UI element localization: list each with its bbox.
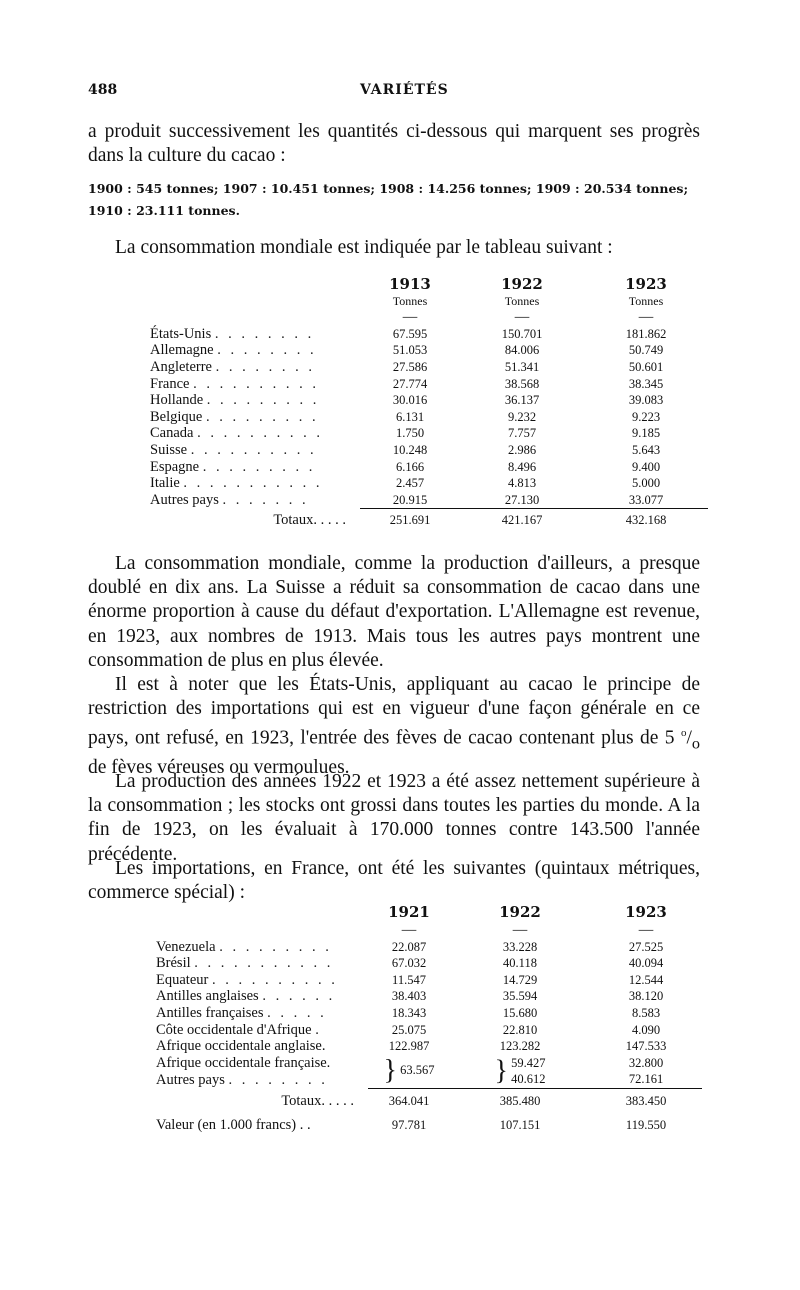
- cell: 8.583: [631, 1005, 661, 1020]
- paragraph-us-restriction: [88, 673, 700, 780]
- cell: 2.457: [395, 476, 425, 491]
- cell: 67.595: [392, 326, 428, 341]
- cell: 22.087: [391, 939, 427, 954]
- row-label: Belgique: [150, 408, 203, 425]
- row-label: Afrique occidentale anglaise.: [156, 1038, 326, 1055]
- leader-dots: . . . . . . . . . . .: [183, 475, 323, 492]
- cell: 72.161: [628, 1072, 664, 1087]
- year-header: 1923: [625, 902, 667, 921]
- table-row: [156, 1038, 702, 1055]
- table-row: [150, 409, 708, 426]
- cell: 22.810: [502, 1022, 538, 1037]
- production-figures: 1900 : 545 tonnes; 1907 : 10.451 tonnes; 1908 : 14.256 tonnes; 1909 : 20.534 tonnes; 1910 : 23.111 tonnes.: [88, 181, 689, 218]
- total-cell: 432.168: [584, 509, 708, 531]
- cell: 38.568: [504, 376, 540, 391]
- paragraph-stocks: La production des années 1922 et 1923 a été assez nettement supérieure à la consommation ; les stocks ont grossi dans toutes les parties du monde. A la fin de 1923, on les évaluait à 170.000 tonnes contre 143.500 l'année précédente.: [88, 771, 700, 865]
- unit-label: Tonnes: [628, 293, 664, 308]
- cell: 27.130: [504, 492, 540, 507]
- running-title: VARIÉTÉS: [360, 82, 449, 98]
- table-row: [150, 425, 708, 442]
- value-cell: 97.781: [391, 1118, 427, 1133]
- unit-label: Tonnes: [392, 293, 428, 308]
- table-row: [150, 376, 708, 393]
- table-row: [150, 492, 708, 509]
- table-row: [150, 392, 708, 409]
- dash-row: [150, 309, 708, 326]
- cell: 5.000: [631, 476, 661, 491]
- cell: 9.400: [631, 459, 661, 474]
- value-row: [156, 1114, 702, 1136]
- percent-sub: o: [691, 734, 700, 753]
- year-header: 1913: [389, 275, 431, 293]
- cell: 122.987: [388, 1039, 430, 1054]
- row-label: Hollande: [150, 392, 204, 409]
- cell: 59.427: [511, 1055, 546, 1070]
- totals-label: Totaux. . . . .: [273, 511, 346, 528]
- totals-label: Totaux. . . . .: [281, 1093, 354, 1110]
- paragraph-text: Il est à noter que les États-Unis, appliquant au cacao le principe de restriction des importations qui est en vigueur d'une façon générale en ce pays, ont refusé, en 1923, l'entrée des fèves de cacao contenant plus de 5: [88, 674, 700, 749]
- total-cell: 383.450: [590, 1088, 702, 1114]
- row-label: Autres pays: [150, 491, 219, 508]
- cell: 38.403: [391, 989, 427, 1004]
- leader-dots: .: [315, 1021, 322, 1038]
- dash: —: [514, 309, 530, 326]
- cell: 123.282: [499, 1039, 541, 1054]
- cell: 36.137: [504, 393, 540, 408]
- dash: —: [638, 922, 654, 938]
- cell: 27.525: [628, 939, 664, 954]
- paragraph-consumption-analysis: La consommation mondiale, comme la production d'ailleurs, a presque doublé en dix ans. La Suisse a réduit sa consommation de cacao dans une énorme proportion à cause du défaut d'exportation. L'Allemagne est revenue, en 1923, aux nombres de 1913. Mais tous les autres pays montrent une consommation de plus en plus élevée.: [88, 553, 700, 671]
- unit-label: Tonnes: [504, 293, 540, 308]
- page-number: 488: [88, 82, 118, 98]
- value-cell: 119.550: [625, 1118, 667, 1133]
- paragraph-imports-intro: Les importations, en France, ont été les suivantes (quintaux métriques, commerce spécial) :: [88, 858, 700, 904]
- value-label: Valeur (en 1.000 francs) . .: [156, 1117, 311, 1134]
- row-label: Antilles anglaises: [156, 988, 259, 1005]
- cell: 63.567: [400, 1063, 435, 1078]
- totals-row: [156, 1088, 702, 1114]
- cell: 32.800: [628, 1055, 664, 1070]
- cell: 9.223: [631, 409, 661, 424]
- paragraph-consumption-intro: La consommation mondiale est indiquée par le tableau suivant :: [115, 237, 613, 258]
- cell: 84.006: [504, 343, 540, 358]
- table-row: [156, 955, 702, 972]
- leader-dots: . . . . . . . . .: [205, 408, 319, 425]
- cell: 40.118: [503, 956, 537, 971]
- cell: 51.341: [504, 359, 540, 374]
- cell: 39.083: [628, 393, 664, 408]
- cell: 7.757: [507, 426, 537, 441]
- cell: 4.813: [507, 476, 537, 491]
- row-label: Antilles françaises: [156, 1004, 264, 1021]
- cell: 181.862: [625, 326, 667, 341]
- table-row: [156, 1022, 702, 1039]
- table-row: [156, 988, 702, 1005]
- row-label: Afrique occidentale française.: [156, 1054, 331, 1071]
- table-row: [150, 359, 708, 376]
- paragraph-text: de fèves véreuses ou vermoulues.: [88, 757, 350, 778]
- cell: 67.032: [391, 956, 427, 971]
- dash: —: [401, 922, 417, 938]
- leader-dots: . . . . . . .: [222, 491, 309, 508]
- leader-dots: . . . . . . . . . . .: [194, 955, 334, 972]
- row-label: Autres pays: [156, 1071, 225, 1088]
- row-label: Italie: [150, 475, 180, 492]
- table-row: [156, 972, 702, 989]
- cell: 40.094: [628, 956, 664, 971]
- leader-dots: . . . . . . . . . .: [190, 441, 317, 458]
- cell: 6.166: [395, 459, 425, 474]
- cell: 18.343: [391, 1005, 427, 1020]
- row-label: France: [150, 375, 190, 392]
- table-row: [150, 342, 708, 359]
- table-row: [156, 1005, 702, 1022]
- consumption-table: [150, 276, 708, 531]
- row-label: Canada: [150, 425, 194, 442]
- leader-dots: . . . . . . . .: [228, 1071, 328, 1088]
- unit-row: [150, 293, 708, 310]
- leader-dots: . . . . . . . .: [214, 325, 315, 342]
- brace: }: [494, 1055, 508, 1087]
- leader-dots: . . . . .: [267, 1004, 327, 1021]
- cell: 33.077: [628, 492, 664, 507]
- year-header: 1922: [501, 275, 543, 293]
- imports-table: [156, 902, 702, 1136]
- total-cell: 385.480: [450, 1088, 590, 1114]
- row-label: Côte occidentale d'Afrique: [156, 1021, 312, 1038]
- row-label: Equateur: [156, 971, 209, 988]
- dash: —: [512, 922, 528, 938]
- cell: 5.643: [631, 442, 661, 457]
- table-row: [150, 459, 708, 476]
- cell: 12.544: [628, 972, 664, 987]
- dash-row: [156, 922, 702, 939]
- merged-cell: [450, 1055, 590, 1089]
- cell: 27.774: [392, 376, 428, 391]
- cell: 33.228: [502, 939, 538, 954]
- table-row: [150, 442, 708, 459]
- leader-dots: . . . . . . . . .: [219, 938, 332, 955]
- merged-cell: [368, 1055, 450, 1089]
- cell: 27.586: [392, 359, 428, 374]
- row-label: Suisse: [150, 441, 188, 458]
- year-header: 1923: [625, 275, 667, 293]
- leader-dots: . . . . . . . .: [215, 358, 315, 375]
- dash: —: [402, 309, 418, 326]
- paragraph-production-intro: a produit successivement les quantités ci-dessous qui marquent ses progrès dans la culture du cacao :: [88, 121, 700, 167]
- cell: 38.345: [628, 376, 664, 391]
- cell: 2.986: [507, 442, 537, 457]
- row-label: Espagne: [150, 458, 200, 475]
- total-cell: 364.041: [368, 1088, 450, 1114]
- cell: 4.090: [631, 1022, 661, 1037]
- cell: 51.053: [392, 343, 428, 358]
- cell: 147.533: [625, 1039, 667, 1054]
- cell: 8.496: [507, 459, 537, 474]
- leader-dots: . . . . . .: [262, 988, 336, 1005]
- table-header-row: [156, 902, 702, 922]
- cell: 150.701: [501, 326, 543, 341]
- percent-slash: /: [686, 727, 692, 749]
- cell: 30.016: [392, 393, 428, 408]
- cell: 50.601: [628, 359, 664, 374]
- total-cell: 421.167: [460, 509, 584, 531]
- year-header: 1922: [499, 902, 541, 921]
- row-label: États-Unis: [150, 325, 212, 342]
- cell: 35.594: [502, 989, 538, 1004]
- table-row: [150, 326, 708, 343]
- cell: 15.680: [502, 1005, 538, 1020]
- leader-dots: . . . . . . . . . .: [197, 425, 323, 442]
- cell: 11.547: [392, 972, 426, 987]
- cell: 14.729: [502, 972, 538, 987]
- row-label: Venezuela: [156, 938, 216, 955]
- leader-dots: . . . . . . . . .: [206, 392, 320, 409]
- cell: 38.120: [628, 989, 664, 1004]
- table-header-row: [150, 276, 708, 293]
- dash: —: [638, 309, 654, 326]
- year-header: 1921: [388, 902, 430, 921]
- leader-dots: . . . . . . . . . .: [193, 375, 319, 392]
- cell: 6.131: [395, 409, 425, 424]
- table-row: [156, 939, 702, 956]
- cell: 50.749: [628, 343, 664, 358]
- totals-row: [150, 509, 708, 531]
- table-row: [150, 475, 708, 492]
- cell: 9.232: [507, 409, 537, 424]
- percent-sup: o: [680, 727, 687, 740]
- cell: 40.612: [511, 1072, 546, 1087]
- cell: 9.185: [631, 426, 661, 441]
- cell: 20.915: [392, 492, 428, 507]
- total-cell: 251.691: [360, 509, 460, 531]
- table-row: [156, 1055, 702, 1072]
- brace: }: [383, 1055, 397, 1087]
- row-label: Allemagne: [150, 342, 214, 359]
- cell: 25.075: [391, 1022, 427, 1037]
- leader-dots: . . . . . . . .: [217, 342, 317, 359]
- cell: 1.750: [395, 426, 425, 441]
- row-label: Brésil: [156, 955, 191, 972]
- leader-dots: . . . . . . . . .: [202, 458, 316, 475]
- row-label: Angleterre: [150, 358, 212, 375]
- leader-dots: . . . . . . . . . .: [211, 971, 338, 988]
- value-cell: 107.151: [499, 1118, 541, 1133]
- cell: 10.248: [392, 442, 428, 457]
